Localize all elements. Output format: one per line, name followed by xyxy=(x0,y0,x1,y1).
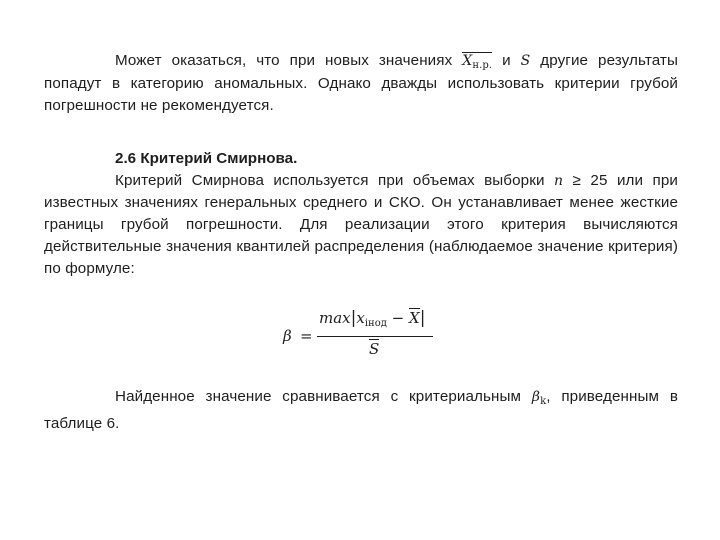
paragraph-1-text-b: другие результаты попадут в категорию аномальных. Однако дважды использовать критерии грубой погрешности не рекомендуется. xyxy=(44,52,678,114)
variable-s: S xyxy=(520,53,531,69)
smirnov-formula xyxy=(283,308,463,364)
variable-x-new: $X_{н.р.}$ xyxy=(462,53,493,71)
variable-n: n xyxy=(553,173,564,189)
formula-x-mean: X xyxy=(409,309,420,327)
paragraph-2 xyxy=(44,170,678,280)
paragraph-1-and: и xyxy=(492,52,521,69)
paragraph-3 xyxy=(44,386,678,435)
paragraph-3-text-b: , приведенным в таблице 6. xyxy=(44,388,678,432)
section-heading: 2.6 Критерий Смирнова. xyxy=(115,150,298,167)
formula-fraction-bar xyxy=(317,336,433,337)
paragraph-1 xyxy=(44,50,678,117)
formula-numerator: $\max|x_{iнод} - X|$ xyxy=(319,308,426,329)
paragraph-3-text-a: Найденное значение сравнивается с критериальным xyxy=(115,388,532,405)
paragraph-2-text-b: ≥ 25 или при известных значениях генеральных среднего и СКО. Он устанавливает менее жесткие границы грубой погрешности. Для реализации этого критерия вычисляются действительные значения квантилей распределения (наблюдаемое значение критерия) по формуле: xyxy=(44,172,678,277)
variable-beta-k: $\beta_k$ xyxy=(531,389,547,407)
paragraph-1-text-a: Может оказаться, что при новых значениях xyxy=(115,52,463,69)
formula-equals: = xyxy=(300,327,313,345)
formula-max: max xyxy=(319,309,351,327)
formula-x: x xyxy=(356,309,365,327)
formula-minus: − xyxy=(386,309,409,327)
formula-beta: β xyxy=(283,327,292,345)
paragraph-2-text-a: Критерий Смирнова используется при объемах выборки xyxy=(115,172,554,189)
formula-denominator: S xyxy=(369,340,380,358)
formula-x-sub: iнод xyxy=(364,318,387,329)
